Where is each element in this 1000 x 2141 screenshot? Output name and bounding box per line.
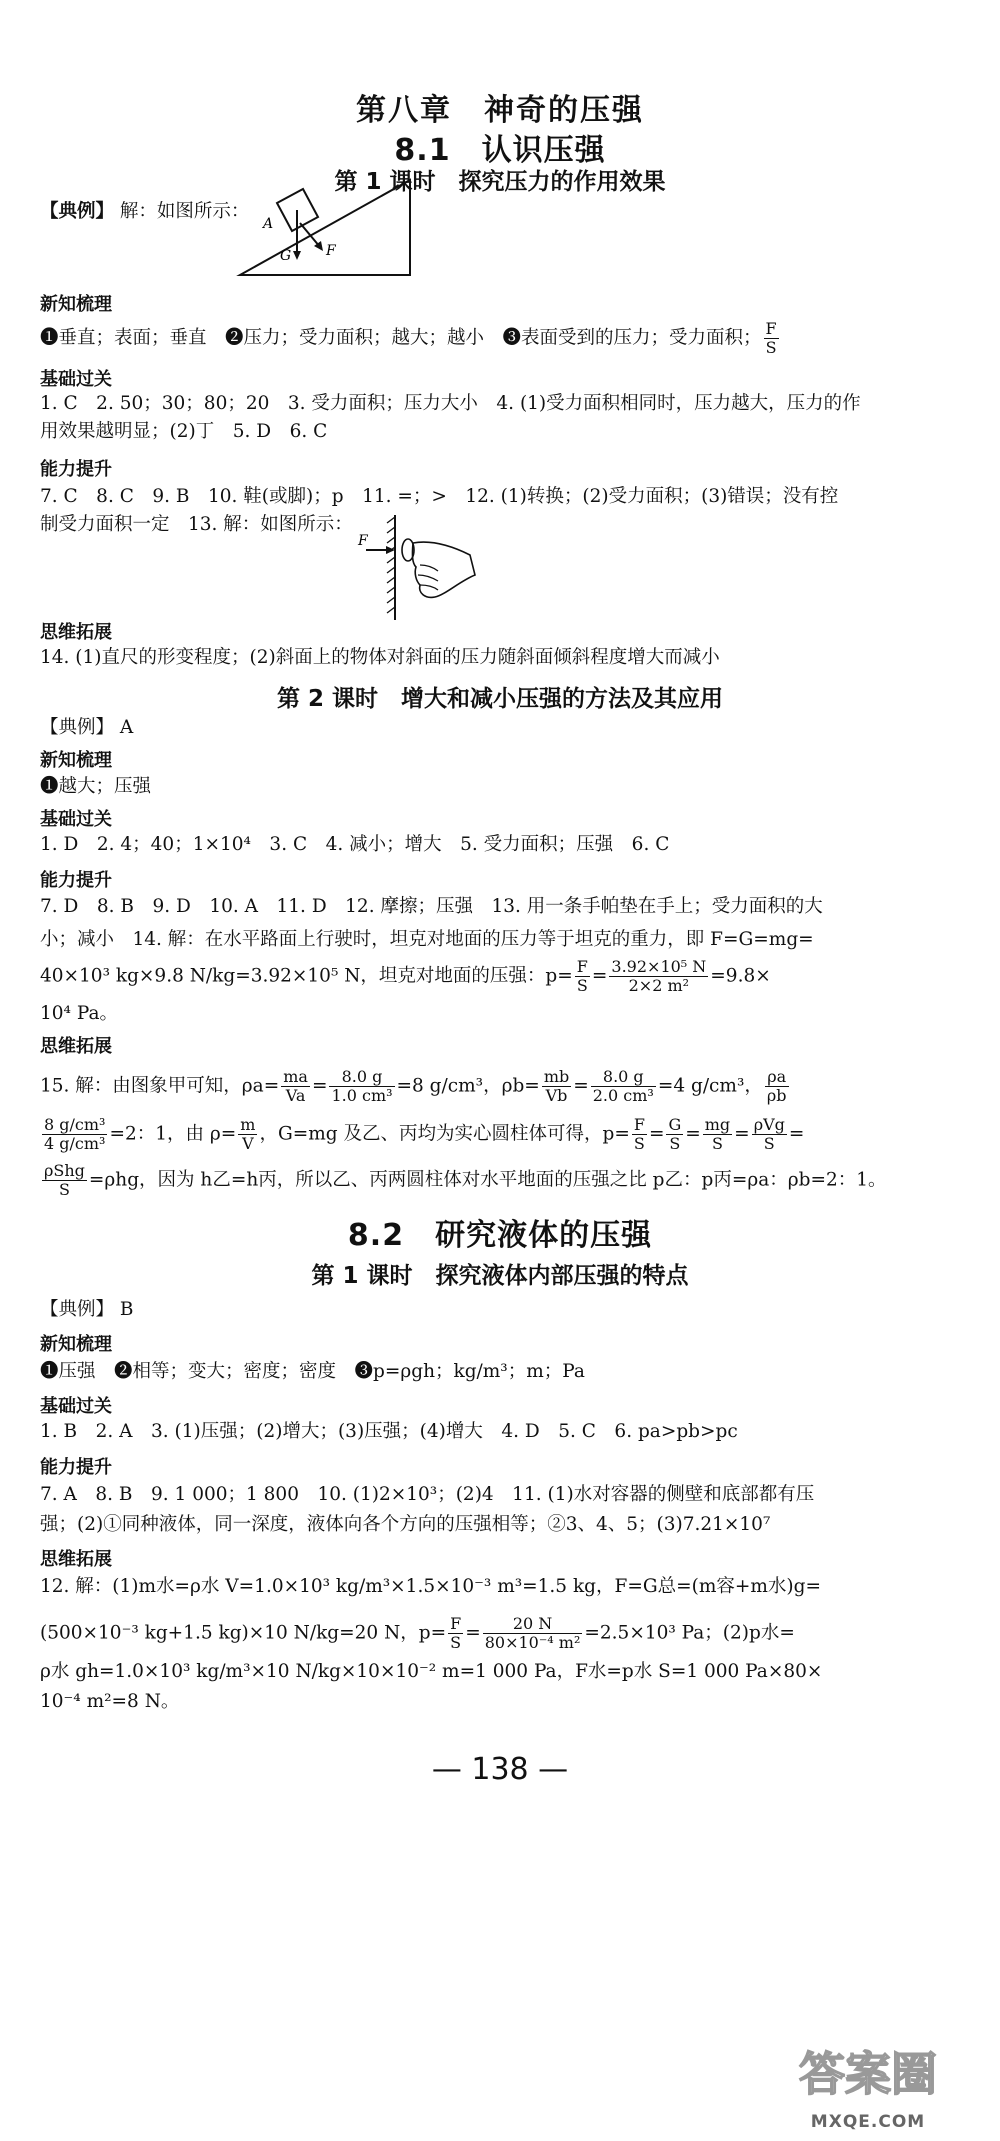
nengli-1-line2: 制受力面积一定 13. 解：如图所示： xyxy=(40,514,353,535)
incline-figure xyxy=(230,175,420,285)
fraction-f-over-s: $\frac{F}{S}$ xyxy=(576,957,588,995)
jichu-1-line2: 用效果越明显；(2)丁 5. D 6. C xyxy=(40,421,328,442)
chapter-title: 第八章 神奇的压强 xyxy=(356,93,644,128)
siwei-3-line3: ρ水 gh=1.0×10³ kg/m³×10 N/kg×10×10⁻² m=1 000 Pa，F水=p水 S=1 000 Pa×80× xyxy=(40,1661,823,1682)
heading-siwei-1: 思维拓展 xyxy=(40,622,112,643)
label-g: G xyxy=(280,248,292,264)
nengli-3-line2: 强；(2)①同种液体，同一深度，液体向各个方向的压强相等；②3、4、5；(3)7.21×10⁷ xyxy=(40,1514,771,1535)
heading-siwei-3: 思维拓展 xyxy=(40,1549,112,1570)
example-line xyxy=(40,200,960,224)
nengli-2-line4: 10⁴ Pa。 xyxy=(40,1003,118,1024)
xinzhi-1-line xyxy=(40,320,960,357)
site-watermark xyxy=(748,2038,988,2133)
heading-jichu-2: 基础过关 xyxy=(40,809,112,830)
watermark-url: MXQE.COM xyxy=(810,2112,926,2132)
lesson-title-8-2-1: 第 1 课时 探究液体内部压强的特点 xyxy=(311,1263,689,1289)
section-title-8-2: 8.2 研究液体的压强 xyxy=(347,1218,653,1253)
siwei-3-line2: (500×10⁻³ kg+1.5 kg)×10 N/kg=20 N，p= $\frac{F}{S}$ = $\frac{20 N}{\text{80×10⁻⁴ m²}}$ =2.5×10³ Pa；(2)p水= xyxy=(40,1614,795,1652)
siwei-3-line1: 12. 解：(1)m水=ρ水 V=1.0×10³ kg/m³×1.5×10⁻³ m³=1.5 kg，F=G总=(m容+m水)g= xyxy=(40,1576,821,1597)
watermark-text: 答案圈 xyxy=(799,2047,937,2101)
siwei-2-line2: $\frac{\text{8 g/cm³}}{\text{4 g/cm³}}$ =2：1，由 ρ= $\frac{m}{V}$ ，G=mg 及乙、丙均为实心圆柱体可得，p= $\frac{F}{S}$ = $\frac{G}{S}$ = $\frac{mg}{S}$ = $\frac{\text{ρVg}}{S}$ = xyxy=(44,1115,805,1153)
heading-xinzhi-1: 新知梳理 xyxy=(40,294,112,315)
example-tag: 【典例】 xyxy=(40,201,115,222)
nengli-2-line2: 小；减小 14. 解：在水平路面上行驶时，坦克对地面的压力等于坦克的重力，即 F=G=mg= xyxy=(40,929,814,950)
siwei-1-line: 14. (1)直尺的形变程度；(2)斜面上的物体对斜面的压力随斜面倾斜程度增大而减小 xyxy=(40,647,720,668)
nengli-1-line1: 7. C 8. C 9. B 10. 鞋(或脚)；p 11. =；> 12. (1)转换；(2)受力面积；(3)错误；没有控 xyxy=(40,486,839,507)
pressure-arrow xyxy=(300,223,320,247)
heading-xinzhi-3: 新知梳理 xyxy=(40,1334,112,1355)
hand-shape xyxy=(412,542,475,597)
heading-nengli-1: 能力提升 xyxy=(40,459,112,480)
lesson-title-8-1-2: 第 2 课时 增大和减小压强的方法及其应用 xyxy=(276,686,724,712)
example-3: 【典例】 B xyxy=(40,1299,134,1320)
wall-hand-figure xyxy=(350,515,500,625)
watermark-logo-icon xyxy=(748,2038,988,2108)
heading-siwei-2: 思维拓展 xyxy=(40,1036,112,1057)
heading-nengli-3: 能力提升 xyxy=(40,1457,112,1478)
siwei-3-line4: 10⁻⁴ m²=8 N。 xyxy=(40,1691,180,1712)
siwei-2-line1: 15. 解：由图象甲可知，ρa= $\frac{ma}{Va}$ = $\frac{8.0 g}{\text{1.0 cm³}}$ =8 g/cm³，ρb= $\frac{mb}{Vb}$ = $\frac{8.0 g}{\text{2.0 cm³}}$ =4 g/cm³， $\frac{\rho a}{\rho b}$ xyxy=(40,1067,787,1105)
xinzhi-2-line: ❶越大；压强 xyxy=(40,776,152,797)
heading-jichu-3: 基础过关 xyxy=(40,1396,112,1417)
label-force: F xyxy=(358,533,368,549)
section-title-8-1: 8.1 认识压强 xyxy=(394,133,606,168)
gravity-arrowhead xyxy=(293,251,301,260)
wall-hatching xyxy=(387,517,395,613)
heading-nengli-2: 能力提升 xyxy=(40,870,112,891)
hand-fingers xyxy=(418,565,438,590)
xinzhi-3-line: ❶压强 ❷相等；变大；密度；密度 ❸p=ρgh；kg/m³；m；Pa xyxy=(40,1361,585,1382)
example-text: 解：如图所示： xyxy=(119,201,250,222)
label-f: F xyxy=(326,243,336,259)
fraction-value: $\frac{\text{3.92×10⁵ N}}{\text{2×2 m²}}$ xyxy=(611,957,707,995)
example-2: 【典例】 A xyxy=(40,717,134,738)
page-number: — 138 — xyxy=(431,1752,569,1787)
nengli-3-line1: 7. A 8. B 9. 1 000；1 800 10. (1)2×10³；(2)4 11. (1)水对容器的侧壁和底部都有压 xyxy=(40,1484,815,1505)
label-a: A xyxy=(263,216,274,232)
lesson-title-8-1-1: 第 1 课时 探究压力的作用效果 xyxy=(334,169,666,195)
heading-jichu-1: 基础过关 xyxy=(40,369,112,390)
jichu-3-line: 1. B 2. A 3. (1)压强；(2)增大；(3)压强；(4)增大 4. D 5. C 6. pa>pb>pc xyxy=(40,1421,738,1442)
nengli-2-line3: 40×10³ kg×9.8 N/kg=3.92×10⁵ N，坦克对地面的压强：p= $\frac{F}{S}$ = $\frac{\text{3.92×10⁵ N}}{\text{2×2 m²}}$ =9.8× xyxy=(40,957,771,995)
jichu-2-line: 1. D 2. 4；40；1×10⁴ 3. C 4. 减小；增大 5. 受力面积；压强 6. C xyxy=(40,834,670,855)
fraction-f-over-s: $\frac{F}{S}$ xyxy=(765,319,777,357)
xinzhi-1-text: ❶垂直；表面；垂直 ❷压力；受力面积；越大；越小 ❸表面受到的压力；受力面积； xyxy=(40,327,762,349)
siwei-2-line3: $\frac{\text{ρShg}}{S}$ =ρhg，因为 h乙=h丙，所以乙、丙两圆柱体对水平地面的压强之比 p乙：p丙=ρa：ρb=2：1。 xyxy=(44,1161,887,1199)
heading-xinzhi-2: 新知梳理 xyxy=(40,750,112,771)
nengli-2-line1: 7. D 8. B 9. D 10. A 11. D 12. 摩擦；压强 13. 用一条手帕垫在手上；受力面积的大 xyxy=(40,896,823,917)
jichu-1-line1: 1. C 2. 50；30；80；20 3. 受力面积；压力大小 4. (1)受力面积相同时，压力越大，压力的作 xyxy=(40,393,861,414)
